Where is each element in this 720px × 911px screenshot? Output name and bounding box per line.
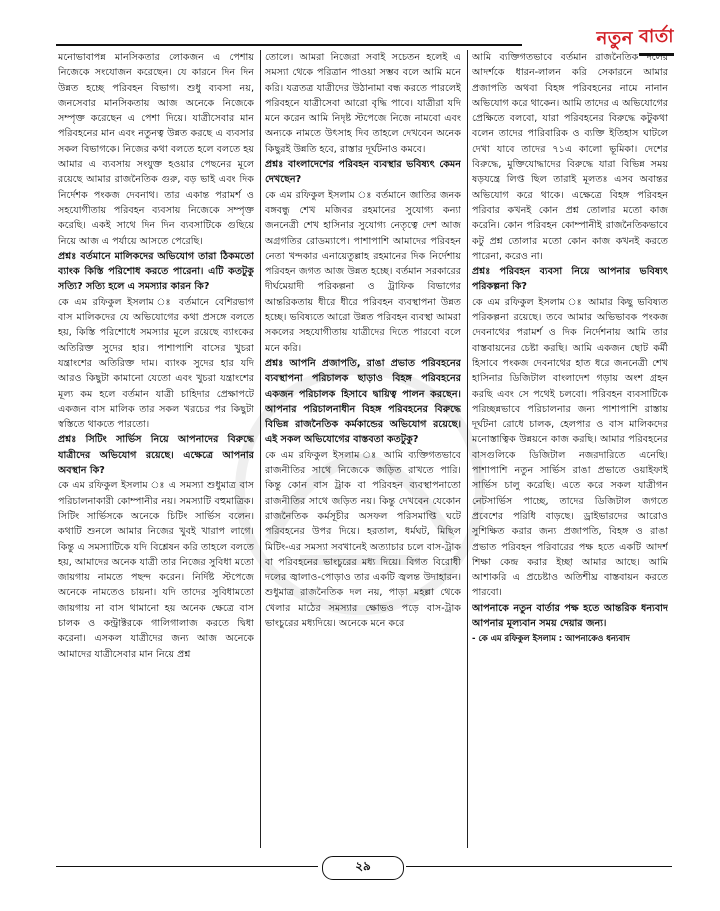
page-number: ২৯	[322, 856, 404, 880]
question-paragraph: প্রশ্নঃ বাংলাদেশের পরিবহন ব্যবস্থার ভবিষ্যৎ কেমন দেখছেন?	[265, 159, 461, 186]
answer-paragraph: কে এম রফিকুল ইসলাম ঃ বর্তমানে জাতির জনক বঙ্গবন্ধু শেখ মজিবর রহমানের সুযোগ্য কন্যা জননেত্রী শেখ হাসিনার সুযোগ্য নেতৃত্বে দেশ আজ অগ্রগতির রোডম্যাপে। পাশাপাশি আমাদের পরিবহন নেতা খন্দকার এনায়েতুল্লাহ রহমানের দিক নির্দেশায় পরিবহন জগত আজ উন্নত হচ্ছে। বর্তমান সরকারের দীর্ঘমেয়াদী পরিকল্পনা ও ট্রাফিক বিভাগের আন্তরিকতায় ধীরে ধীরে পরিবহন ব্যবস্থাপনা উন্নত হচ্ছে। ভবিষ্যতে আরো উন্নত পরিবহন ব্যবস্থা আমরা সকলের সহযোগীতায় যাত্রীদের দিতে পারবো বলে মনে করি।	[265, 189, 461, 354]
article-column-3	[472, 50, 668, 848]
answer-paragraph: কে এম রফিকুল ইসলাম ঃ বর্তমানে বেশিরভাগ বাস মালিকদের যে অভিযোগের কথা প্রসঙ্গে বলতে হয়, কিস্তি পরিশোধে সমস্যার মূলে রয়েছে ব্যাংকের অতিরিক্ত সুদের হার। পাশাপাশি বাসের খুচরা যন্ত্রাংশের অতিরিক্ত দাম। ব্যাংক সুদের হার যদি আরও কিছুটা কামানো যেতো এবং খুচরা যন্ত্রাংশের মূল্য কম হলে বর্তমান যাত্রী চাহিদার প্রেক্ষাপটে একজন বাস মালিক তার সকল খরচের পর কিছুটা স্বস্তিতে থাকতে পারতো।	[58, 296, 254, 431]
answer-paragraph: আমি ব্যক্তিগতভাবে বর্তমান রাজনৈতিক দলের আদর্শকে ধারন-লালন করি সেকারনে আমার প্রজাপতি অথবা বিহঙ্গ পরিবহনের নামে নানান অভিযোগ করে থাকেন। আমি তাদের এ অভিযোগের প্রেক্ষিতে বলবো, যারা পরিবহনের বিরুদ্ধে কটুকথা বলেন তাদের পারিবারিক ও ব্যক্তি ইতিহাস ঘাটলে দেখা যাবে তাদের ৭১এ কালো ভূমিকা। দেশের বিরুদ্ধে, মুক্তিযোদ্ধাদের বিরুদ্ধে যারা বিভিন্ন সময় ষড়যন্ত্রে লিপ্ত ছিল তারাই মূলতঃ এসব অবান্তর অভিযোগ করে থাকে। এক্ষেত্রে বিহঙ্গ পরিবহন পরিবার কখনই কোন প্রশ্ন তোলার মতো কাজ করেনি। কোন পরিবহন কোম্পানীই রাজনৈতিকভাবে কটু প্রশ্ন তোলার মতো কোন কাজ কখনই করতে পারেনা, করেও না।	[472, 52, 668, 262]
masthead-rule	[56, 44, 522, 46]
question-paragraph: আপনাকে নতুন বার্তার পক্ষ হতে আন্তরিক ধন্যবাদ আপনার মূল্যবান সময় দেয়ার জন্য।	[472, 602, 668, 629]
masthead-word-1: নতুন	[596, 27, 634, 49]
article-column-2	[265, 50, 461, 848]
masthead-word-2: বার্তা	[639, 22, 674, 56]
question-paragraph: প্রশ্নঃ আপনি প্রজাপতি, রাঙা প্রভাত পরিবহনের ব্যবস্থাপনা পরিচালক ছাড়াও বিহঙ্গ পরিবহনের একজন পরিচালক হিসাবে দ্বায়িত্ব পালন করছেন। আপনার পরিচালনাধীন বিহঙ্গ পরিবহনের বিরুদ্ধে বিভিন্ন রাজনৈতিক কর্মকান্ডের অভিযোগ রয়েছে। এই সকল অভিযোগের বাস্তবতা কতটুকু?	[265, 357, 461, 446]
signoff-line: - কে এম রফিকুল ইসলাম : আপনাকেও ধন্যবাদ	[472, 633, 630, 644]
article-column-1	[58, 50, 254, 848]
question-paragraph: প্রশ্নঃ সিটিং সার্ভিস নিয়ে আপনাদের বিরুদ্ধে যাত্রীদের অভিযোগ রয়েছে। এক্ষেত্রে আপনার অবস্থান কি?	[58, 434, 254, 477]
column-divider	[260, 50, 261, 848]
question-paragraph: প্রশ্নঃ বর্তমানে মালিকদের অভিযোগ তারা ঠিকমতো ব্যাংক কিস্তি পরিশোধ করতে পারেনা। এটি কতটুকু সত্যি? সত্যি হলে এ সমস্যার কারন কি?	[58, 250, 254, 293]
column-divider	[467, 50, 468, 848]
footer-rule-left	[56, 866, 318, 867]
answer-paragraph: কে এম রফিকুল ইসলাম ঃ আমি ব্যক্তিগতভাবে রাজনীতির সাথে নিজেকে জড়িত রাখতে পারি। কিন্তু কোন বাস ট্রাক বা পরিবহন ব্যবস্থাপনাতো রাজনীতির সাথে জড়িত নয়। কিন্তু দেখবেন যেকোন রাজনৈতিক কর্মসূচীর অসফল পরিসমাপ্তি ঘটে পরিবহনের উপর দিয়ে। হরতাল, ধর্মঘট, মিছিল মিটিং-এর সমস্যা সবখানেই অত্যাচার চলে বাস-ট্রাক বা পরিবহনের ভাংচুরের মধ্য দিয়ে। বিগত বিরোধী দলের জ্বালাও-পোড়াও তার একটি জ্বলন্ত উদাহারন। শুধুমাত্র রাজনৈতিক দল নয়, পাড়া মহল্লা থেকে খেলার মাঠের সমস্যার ক্ষোভও পড়ে বাস-ট্রাক ভাংচুরের মধ্যদিয়ে। অনেকে মনে করে	[265, 449, 461, 629]
footer-rule-right	[406, 866, 672, 867]
answer-paragraph: কে এম রফিকুল ইসলাম ঃ আমার কিছু ভবিষ্যত পরিকল্পনা রয়েছে। তবে আমার অভিভাবক পংকজ দেবনাথের পরামর্শ ও দিক নির্দেশনায় আমি তার বাস্তবায়নের চেষ্টা করছি। আমি একজন ছোট কর্মী হিসাবে পংকজ দেবনাথের হাত ধরে জননেত্রী শেখ হাসিনার ডিজিটাল বাংলাদেশ গড়ায় অংশ গ্রহন করছি এবং সে পথেই চলবো। পরিবহন ব্যবসাটিকে পরিচ্ছন্নভাবে পরিচালনার জন্য পাশাপাশি রাস্তায় দূর্ঘটনা রোধে চালক, হেলপার ও বাস মালিকদের মনোস্তাত্বিক উন্নয়নে কাজ করছি। আমার পরিবহনের বাসগুলিকে ডিজিটাল নজরদারিতে এনেছি। পাশাপাশি নতুন সার্ভিস রাঙা প্রভাতে ওয়াইফাই সার্ভিস চালু করেছি। এতে করে সকল যাত্রীগন নেটসার্ভিস পাচ্ছে, তাদের ডিজিটাল জগতে প্রবেশের পরিধি বাড়ছে। ড্রাইভারদের আরোও সুশিক্ষিত করার জন্য প্রজাপতি, বিহঙ্গ ও রাঙা প্রভাত পরিবহন পরিবারের পক্ষ হতে একটি আদর্শ শিক্ষা কেন্দ্র করার ইচ্ছা আমার আছে। আমি আশাকরি এ প্রচেষ্টাও অতিশীঘ্র বাস্তবায়ন করতে পারবো।	[472, 296, 668, 599]
question-paragraph: প্রশ্নঃ পরিবহন ব্যবসা নিয়ে আপনার ভবিষ্যৎ পরিকল্পনা কি?	[472, 266, 668, 293]
answer-paragraph: কে এম রফিকুল ইসলাম ঃ এ সমস্যা শুধুমাত্র বাস পরিচালনাকারী কোম্পানীর নয়। সমস্যাটি বহুমাত্রিক। সিটিং সার্ভিসকে অনেকে চিটিং সার্ভিস বলেন। কথাটি শুনলে আমার নিজের খুবই খারাপ লাগে। কিন্তু এ সমস্যাটিকে যদি বিশ্লেষন করি তাহলে বলতে হয়, আমাদের অনেক যাত্রী তার নিজের সুবিধা মতো জায়গায় নামতে পছন্দ করেন। নির্দিষ্ট স্টপেজে অনেকে নামতেও চায়না। যদি তাদের সুবিধামতো জায়গায় না বাস থামানো হয় অনেক ক্ষেত্রে বাস চালক ও কন্ট্রাক্টরকে গালিগালাজ করতে দ্বিধা করেনা। এসকল যাত্রীদের জন্য আজ অনেকে আমাদের যাত্রীসেবার মান নিয়ে প্রশ্ন	[58, 480, 254, 660]
answer-paragraph: মনোভাবাপন্ন মানসিকতার লোকজন এ পেশায় নিজেকে সংযোজন করেছেন। যে কারনে দিন দিন উন্নত হচ্ছে পরিবহন বিভাগ। শুধু ব্যবসা নয়, জনসেবার মানসিকতায় আজ অনেকে নিজেকে সম্পৃক্ত করেছেন এ পেশা দিয়ে। যাত্রীসেবার মান পরিবহনের মান এবং নতুনত্ব উন্নত করছে এ ব্যবসার সকল বিভাগকে। নিজের কথা বলতে হলে বলতে হয় আমার এ ব্যবসায় সংযুক্ত হওয়ার পেছনের মূলে রয়েছে আমার রাজনৈতিক গুরু, বড় ভাই এবং দিক নির্দেশক পংকজ দেবনাথ। তার একান্ত পরামর্শ ও সহযোগীতায় পরিবহন ব্যবসায় নিজেকে সম্পৃক্ত করেছি। একই সাথে দিন দিন ব্যবসাটিকে গুছিয়ে নিয়ে আজ এ পর্যায়ে আসতে পেরেছি।	[58, 52, 254, 247]
masthead-logo	[526, 26, 674, 52]
answer-paragraph: তোলে। আমরা নিজেরা সবাই সচেতন হলেই এ সমস্যা থেকে পরিত্রান পাওয়া সম্ভব বলে আমি মনে করি। যত্রতত্র যাত্রীদের উঠানামা বন্ধ করতে পারলেই পরিবহনে যাত্রীসেবা আরো বৃদ্ধি পাবে। যাত্রীরা যদি মনে করেন আমি নিদৃষ্ট স্টপেজে নিজে নামবো এবং অন্যকে নামতে উৎসাহ দিব তাহলে দেখবেন অনেক কিছুরই উন্নতি হবে, রাস্তার দূর্ঘটনাও কমবে।	[265, 52, 461, 155]
